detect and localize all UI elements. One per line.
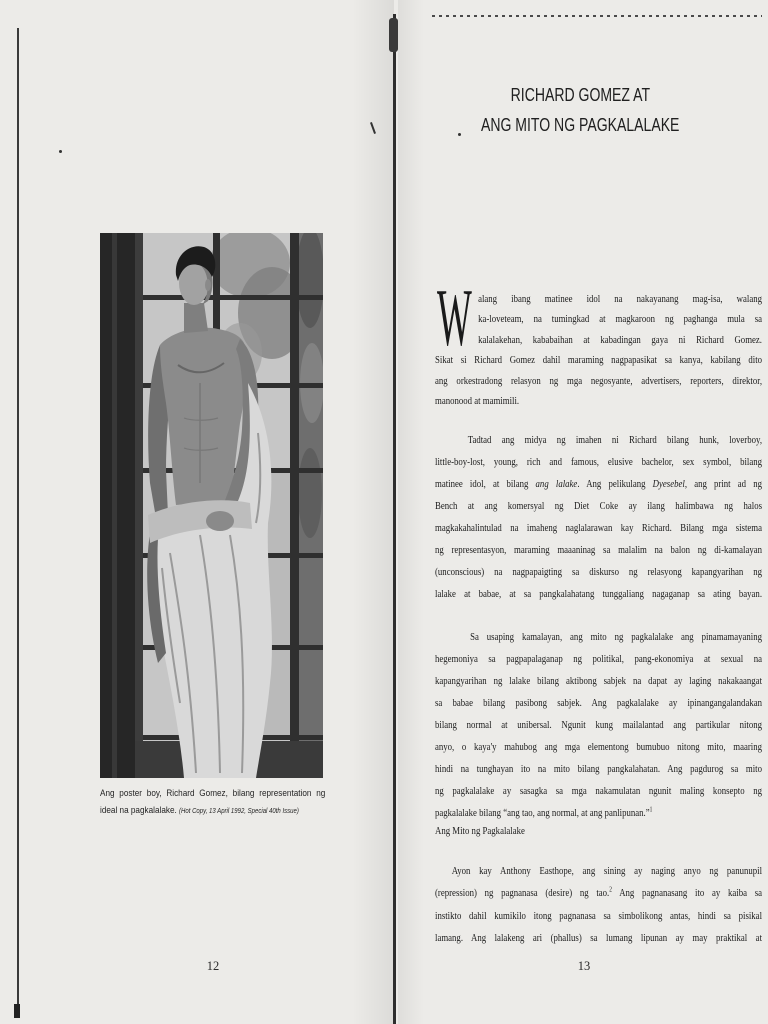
text-line: (repression) ng pagnanasa (desire) ng tao.$^2$ Ang pagnanasang ito ay kaiba sa — [435, 886, 763, 900]
caption-line: Ang poster boy, Richard Gomez, bilang representation ng — [100, 788, 326, 799]
chapter-title-text: RICHARD GOMEZ AT — [510, 85, 650, 105]
text-line: kalalakehan, kababaihan at kabadingan gaya ni Richard Gomez. — [478, 333, 763, 346]
text-line: ka-loveteam, na tumingkad at magkaroon ng paghanga mula sa — [478, 313, 763, 326]
text-line: matinee idol, at bilang ang lalake. Ang pelikulang Dyesebel, ang print ad ng — [435, 478, 763, 490]
photo-caption — [100, 785, 325, 820]
left-page-edge — [17, 28, 19, 1013]
section-subheading: Ang Mito ng Pagkalalake — [435, 825, 525, 837]
text-line: Ayon kay Anthony Easthope, ang sining ay naging anyo ng panunupil — [451, 865, 763, 877]
text-line: lalake at babae, at sa pangkalahatang tunggaliang nagaganap sa ating bayan. — [435, 588, 763, 600]
italic-text: ang lalake — [535, 478, 578, 490]
book-gutter — [393, 14, 396, 1024]
body-paragraph — [435, 429, 762, 605]
gutter-shadow-right — [398, 0, 424, 1024]
body-paragraph — [435, 289, 762, 411]
poster-photo — [100, 233, 323, 778]
scan-speck — [59, 150, 62, 153]
text-line: ng representasyon, maraming maaaninag sa malalim na balon ng di-kamalayan — [435, 544, 763, 556]
footnote-marker: 1 — [649, 806, 653, 814]
text-line: pagkalalake bilang “ang tao, ang normal, at ang panlipunan.”$^1$ — [435, 806, 653, 819]
text-line: Bench at ang komersyal ng Diet Coke ay ilang halimbawa ng halos — [435, 500, 763, 512]
text-line: Sikat si Richard Gomez dahil maraming nagpapasikat sa kanya, kabilang dito — [435, 354, 763, 367]
left-page-edge-mark — [14, 1004, 20, 1018]
page-number-left: 12 — [206, 959, 220, 973]
text-line: anyo, o kaya'y mahubog ang mga elementong bumubuo nitong mito, maaring — [435, 741, 763, 753]
page-number-right: 13 — [577, 959, 591, 973]
text-line: kapangyarihan ng lalake bilang aktibong sabjek na dapat ay laging nakakaangat — [435, 675, 763, 687]
italic-text: Dyesebel — [652, 478, 685, 490]
text-line: instikto dahil kumikilo itong pagnanasa sa simbolikong antas, hindi sa pisikal — [435, 909, 763, 922]
body-paragraph — [435, 626, 762, 824]
chapter-title-line — [400, 84, 760, 106]
caption-source: (Hot Copy, 13 April 1992, Special 40th Issue) — [179, 808, 299, 815]
text-line: manonood at mamimili. — [435, 395, 520, 408]
text-line: lamang. Ang lalakeng ari (phallus) sa lumang lipunan ay may praktikal at — [435, 931, 763, 944]
text-line: sa babae bilang pasibong sabjek. Ang pagkalalake ay ipinangangalandakan — [435, 697, 763, 709]
gutter-top-mark — [389, 18, 398, 52]
text-line: hindi na tunghayan ito na mito bilang pangkalahatan. Ang pagdurog sa mito — [435, 763, 763, 775]
chapter-title-line — [400, 114, 760, 136]
chapter-title-text: ANG MITO NG PAGKALALAKE — [480, 115, 680, 135]
text-line: (unconscious) na nagpapaigting sa diskurso ng relasyong kapangyarihan ng — [435, 566, 763, 578]
text-line: magkakahalintulad na imaheng naglalarawan kay Richard. Bilang mga sistema — [435, 522, 763, 534]
caption-text: ideal na pagkalalake. — [100, 805, 180, 816]
body-paragraph — [435, 860, 762, 949]
text-line: ng pagkalalake ay sasagka sa mga nakamulatan ngunit maling konsepto ng — [435, 785, 763, 797]
text-line: Sa usaping kamalayan, ang mito ng pagkalalake ang pinamamayaning — [470, 631, 763, 643]
poster-photo-graphic — [100, 233, 323, 778]
gutter-shadow-left — [352, 0, 394, 1024]
right-page-top-edge — [432, 15, 762, 17]
text-line: hegemoniya sa pagpapalaganap ng politikal, pang-ekonomiya at sexual na — [435, 653, 763, 665]
text-line: little-boy-lost, young, rich and famous, elusive bachelor, sex symbol, bilang — [435, 456, 763, 468]
text-line: alang ibang matinee idol na nakayanang mag-isa, walang — [478, 293, 763, 305]
text-line: bilang normal at unibersal. Ngunit kung mailalantad ang partikular nitong — [435, 719, 763, 731]
text-line: Tadtad ang midya ng imahen ni Richard bilang hunk, loverboy, — [467, 434, 763, 446]
footnote-marker: 2 — [609, 886, 612, 894]
drop-cap: W — [437, 272, 472, 363]
text-line: ang orkestradong relasyon ng mga negosyante, advertisers, reporters, direktor, — [435, 374, 763, 387]
caption-line — [100, 802, 325, 820]
